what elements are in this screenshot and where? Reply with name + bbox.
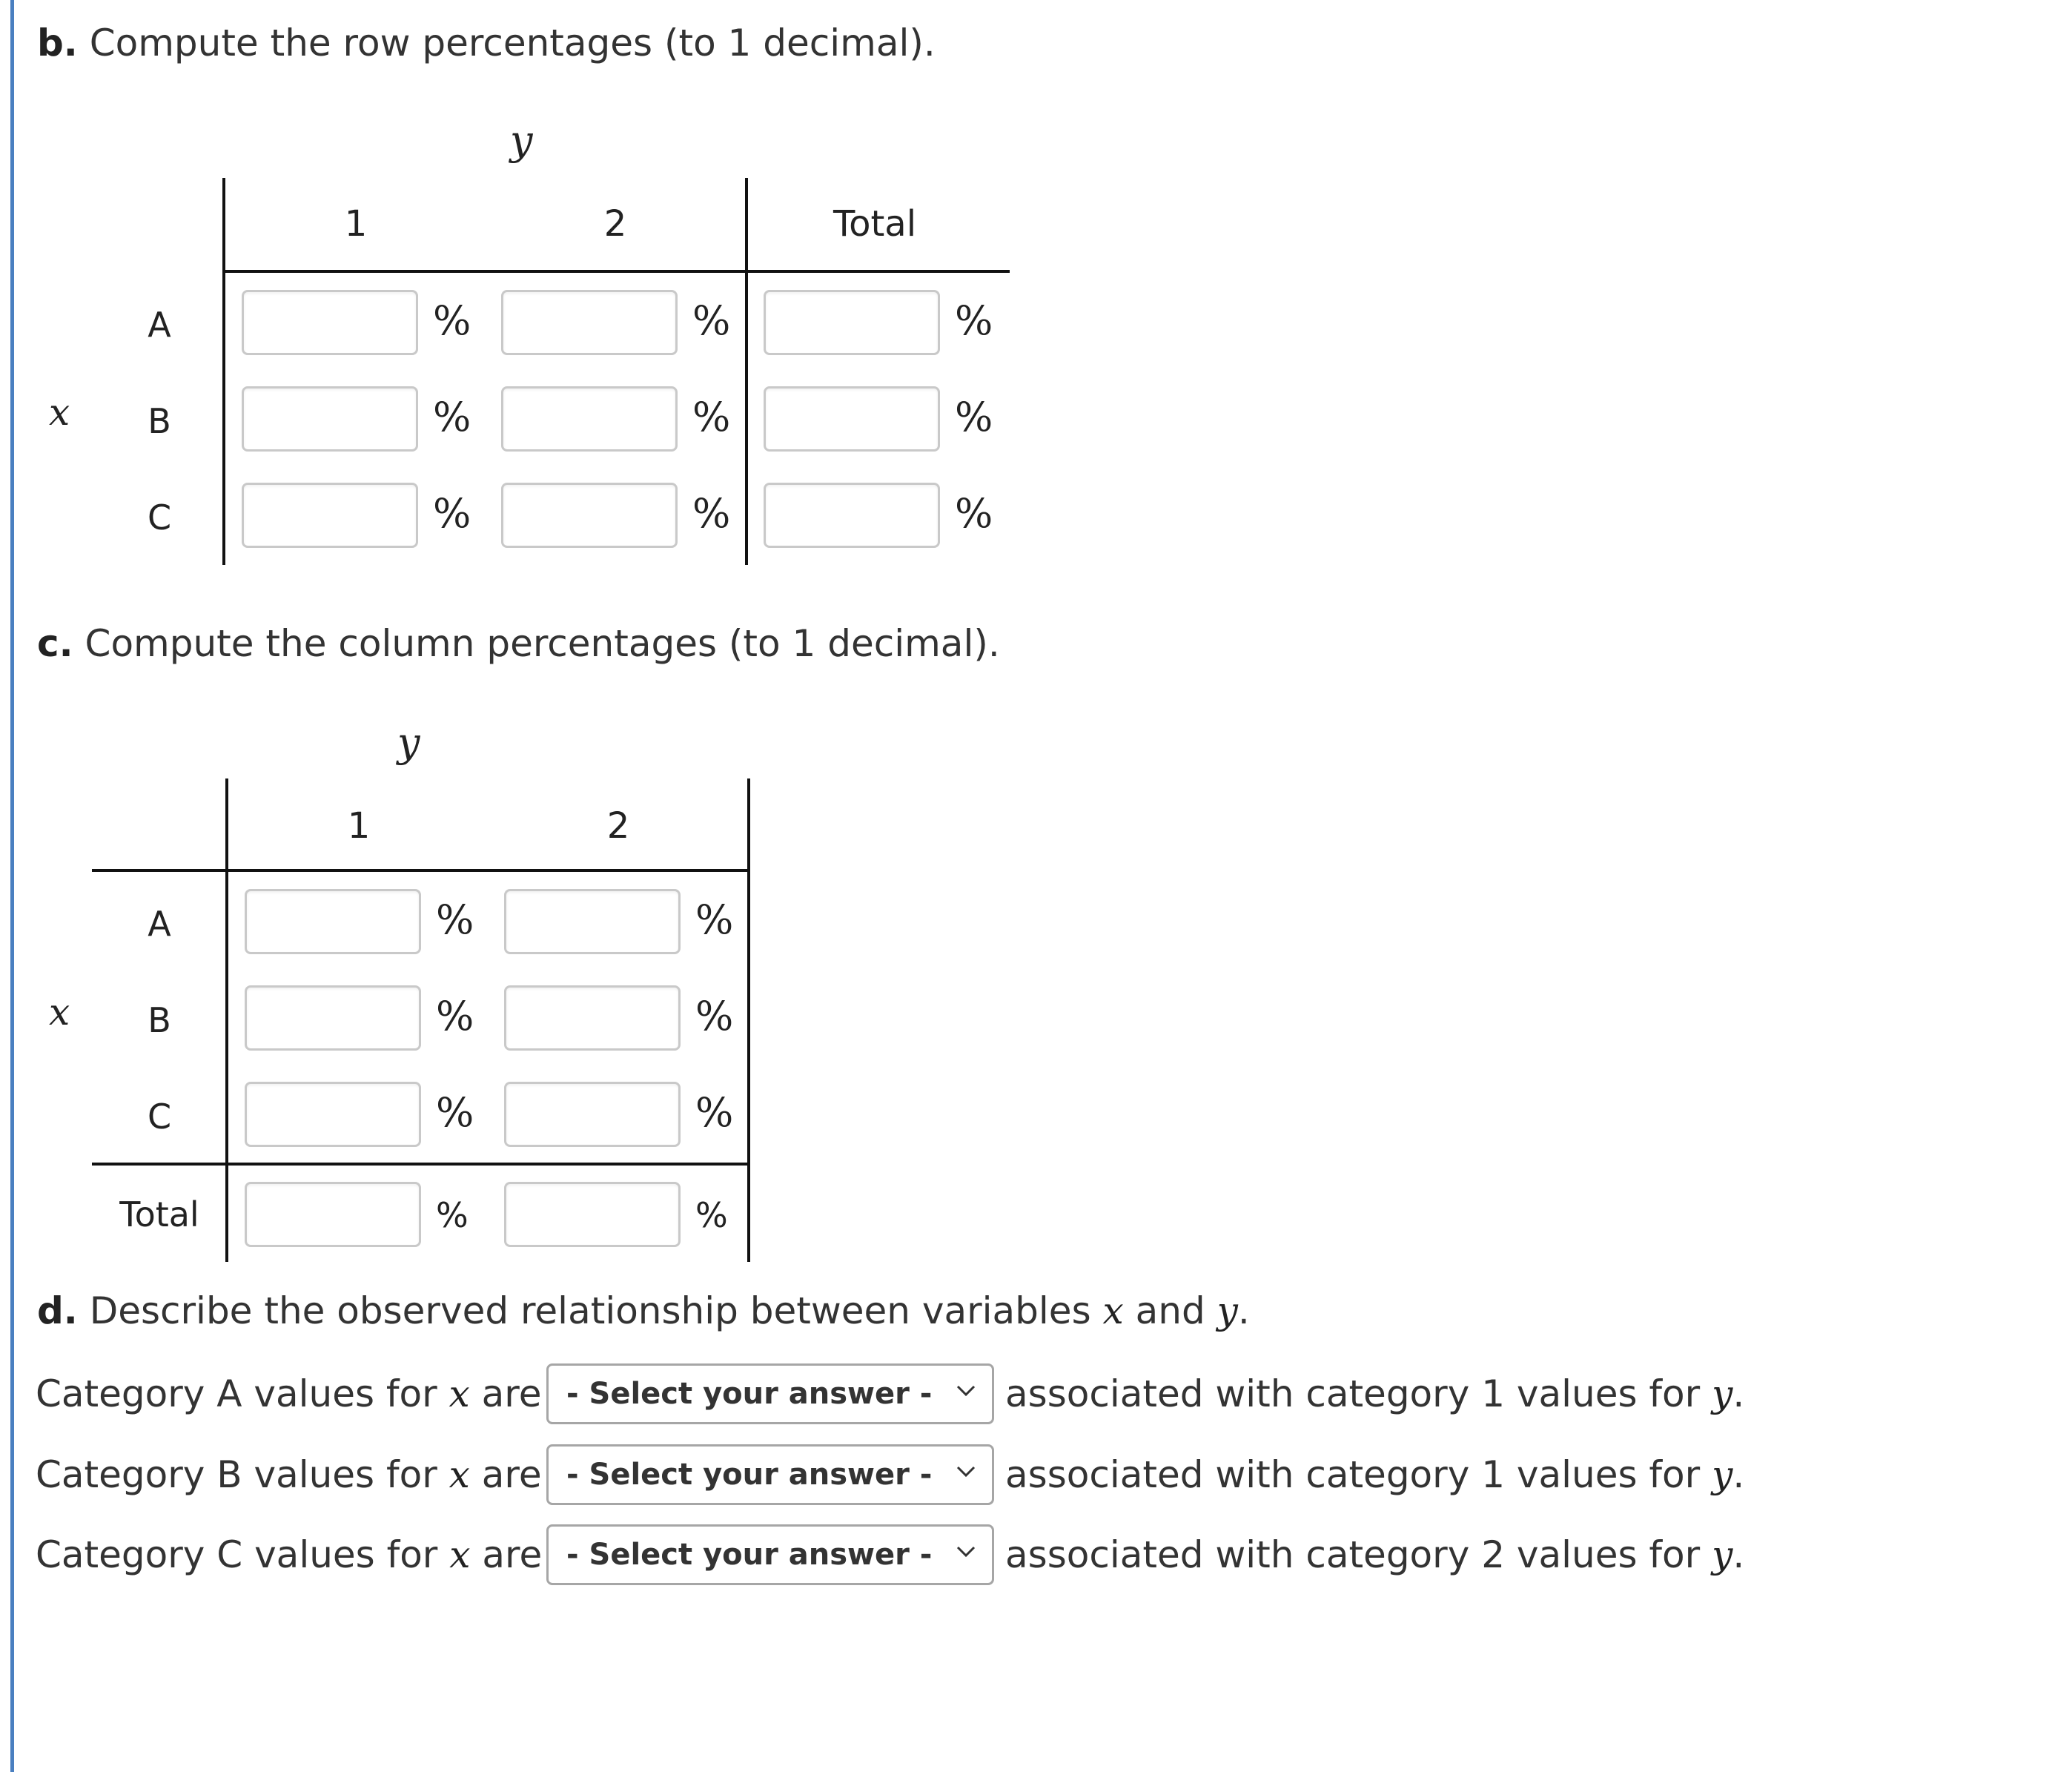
sentence-b-var-x: x — [449, 1453, 470, 1496]
sentence-b-suffix-text: associated with category 1 values for — [1005, 1453, 1712, 1496]
part-b-input-a-1[interactable] — [242, 290, 418, 355]
part-b-row-label-a: A — [148, 305, 171, 345]
sentence-c-end: . — [1732, 1533, 1745, 1576]
part-b-col-header-total: Total — [833, 203, 917, 245]
part-c-row-label-total: Total — [119, 1194, 199, 1234]
part-c-heading — [37, 621, 1000, 666]
part-b-percent-sign: % — [433, 297, 471, 344]
part-b-column-variable: y — [510, 117, 533, 164]
part-b-text: Compute the row percentages (to 1 decimal). — [77, 22, 936, 65]
sentence-c-suffix — [1005, 1524, 1744, 1585]
part-b-percent-sign: % — [692, 297, 731, 344]
sentence-a-suffix — [1005, 1363, 1744, 1424]
part-c-input-total-2[interactable] — [504, 1182, 681, 1247]
part-d-and: and — [1123, 1289, 1217, 1332]
part-b-heading — [37, 21, 936, 65]
sentence-b-are: are — [469, 1453, 542, 1496]
part-b-header-rule — [224, 270, 1010, 273]
sentence-b-text: Category B values for — [36, 1453, 449, 1496]
part-c-input-total-1[interactable] — [245, 1182, 421, 1247]
sentence-a-prefix — [36, 1363, 542, 1424]
part-b-percent-sign: % — [955, 490, 993, 537]
part-c-percent-sign: % — [436, 1195, 469, 1235]
part-b-input-a-total[interactable] — [764, 290, 940, 355]
sentence-b-answer-select[interactable] — [546, 1444, 994, 1505]
sentence-a-text: Category A values for — [36, 1372, 449, 1415]
part-c-input-a-1[interactable] — [245, 889, 421, 954]
sentence-c-answer-select[interactable] — [546, 1524, 994, 1585]
part-b-row-label-b: B — [148, 401, 171, 441]
part-d-var-x: x — [1102, 1289, 1124, 1332]
part-b-input-b-1[interactable] — [242, 386, 418, 452]
part-b-percent-sign: % — [955, 394, 993, 440]
part-b-percent-sign: % — [433, 394, 471, 440]
part-b-col-header-2: 2 — [603, 203, 627, 245]
sentence-b-suffix — [1005, 1444, 1744, 1505]
part-c-percent-sign: % — [436, 1089, 474, 1136]
part-b-row-variable: x — [49, 391, 70, 434]
part-c-text: Compute the column percentages (to 1 decimal). — [73, 622, 1000, 665]
part-b-percent-sign: % — [692, 394, 731, 440]
chevron-down-icon — [955, 1460, 977, 1482]
part-d-heading — [37, 1289, 1250, 1333]
part-b-input-c-1[interactable] — [242, 483, 418, 548]
sentence-a-answer-select[interactable] — [546, 1363, 994, 1424]
part-d-letter: d. — [37, 1289, 78, 1332]
part-c-percent-sign: % — [436, 993, 474, 1039]
sentence-c-prefix — [36, 1524, 542, 1585]
part-c-percent-sign: % — [436, 896, 474, 943]
part-c-divider-left — [225, 778, 228, 1262]
part-c-input-a-2[interactable] — [504, 889, 681, 954]
part-b-divider-total — [745, 178, 748, 565]
part-c-input-c-1[interactable] — [245, 1082, 421, 1147]
part-c-letter: c. — [37, 622, 73, 665]
part-c-input-b-1[interactable] — [245, 985, 421, 1051]
part-d-text: Describe the observed relationship between variables — [77, 1289, 1103, 1332]
sentence-b-var-y: y — [1712, 1453, 1733, 1496]
part-c-col-header-1: 1 — [347, 805, 371, 847]
sentence-a-select-value: - Select your answer - — [566, 1377, 933, 1411]
part-b-input-c-2[interactable] — [501, 483, 678, 548]
part-b-letter: b. — [37, 22, 78, 65]
sentence-c-var-y: y — [1712, 1533, 1733, 1576]
part-b-input-c-total[interactable] — [764, 483, 940, 548]
part-b-input-b-2[interactable] — [501, 386, 678, 452]
part-c-row-label-a: A — [148, 904, 171, 944]
part-b-col-header-1: 1 — [344, 203, 368, 245]
sentence-c-text: Category C values for — [36, 1533, 450, 1576]
part-c-percent-sign: % — [695, 896, 734, 943]
part-c-column-variable: y — [397, 719, 420, 766]
part-c-row-label-b: B — [148, 1000, 171, 1040]
part-c-row-label-c: C — [147, 1097, 172, 1137]
sentence-a-var-y: y — [1712, 1372, 1733, 1415]
part-b-row-label-c: C — [147, 497, 172, 538]
sentence-c-var-x: x — [449, 1533, 471, 1576]
part-d-period: . — [1237, 1289, 1250, 1332]
part-c-total-rule — [92, 1163, 750, 1166]
sentence-c-select-value: - Select your answer - — [566, 1538, 933, 1572]
part-c-percent-sign: % — [695, 1089, 734, 1136]
sentence-a-are: are — [469, 1372, 542, 1415]
part-b-divider-left — [222, 178, 225, 565]
part-b-percent-sign: % — [433, 490, 471, 537]
sentence-b-prefix — [36, 1444, 542, 1505]
part-c-divider-right — [747, 778, 750, 1262]
chevron-down-icon — [955, 1540, 977, 1562]
part-d-var-y: y — [1217, 1289, 1238, 1332]
sentence-a-var-x: x — [449, 1372, 470, 1415]
part-c-col-header-2: 2 — [606, 805, 630, 847]
sentence-a-suffix-text: associated with category 1 values for — [1005, 1372, 1712, 1415]
sentence-b-select-value: - Select your answer - — [566, 1458, 933, 1492]
part-c-row-variable: x — [49, 991, 70, 1034]
sentence-c-suffix-text: associated with category 2 values for — [1005, 1533, 1712, 1576]
left-accent-border — [10, 0, 14, 1772]
part-c-input-c-2[interactable] — [504, 1082, 681, 1147]
part-c-percent-sign: % — [695, 993, 734, 1039]
part-b-input-a-2[interactable] — [501, 290, 678, 355]
sentence-b-end: . — [1732, 1453, 1745, 1496]
sentence-a-end: . — [1732, 1372, 1745, 1415]
part-b-percent-sign: % — [955, 297, 993, 344]
part-b-percent-sign: % — [692, 490, 731, 537]
part-c-header-rule — [92, 869, 750, 872]
sentence-c-are: are — [470, 1533, 543, 1576]
part-c-input-b-2[interactable] — [504, 985, 681, 1051]
chevron-down-icon — [955, 1379, 977, 1401]
part-c-percent-sign: % — [695, 1195, 728, 1235]
part-b-input-b-total[interactable] — [764, 386, 940, 452]
